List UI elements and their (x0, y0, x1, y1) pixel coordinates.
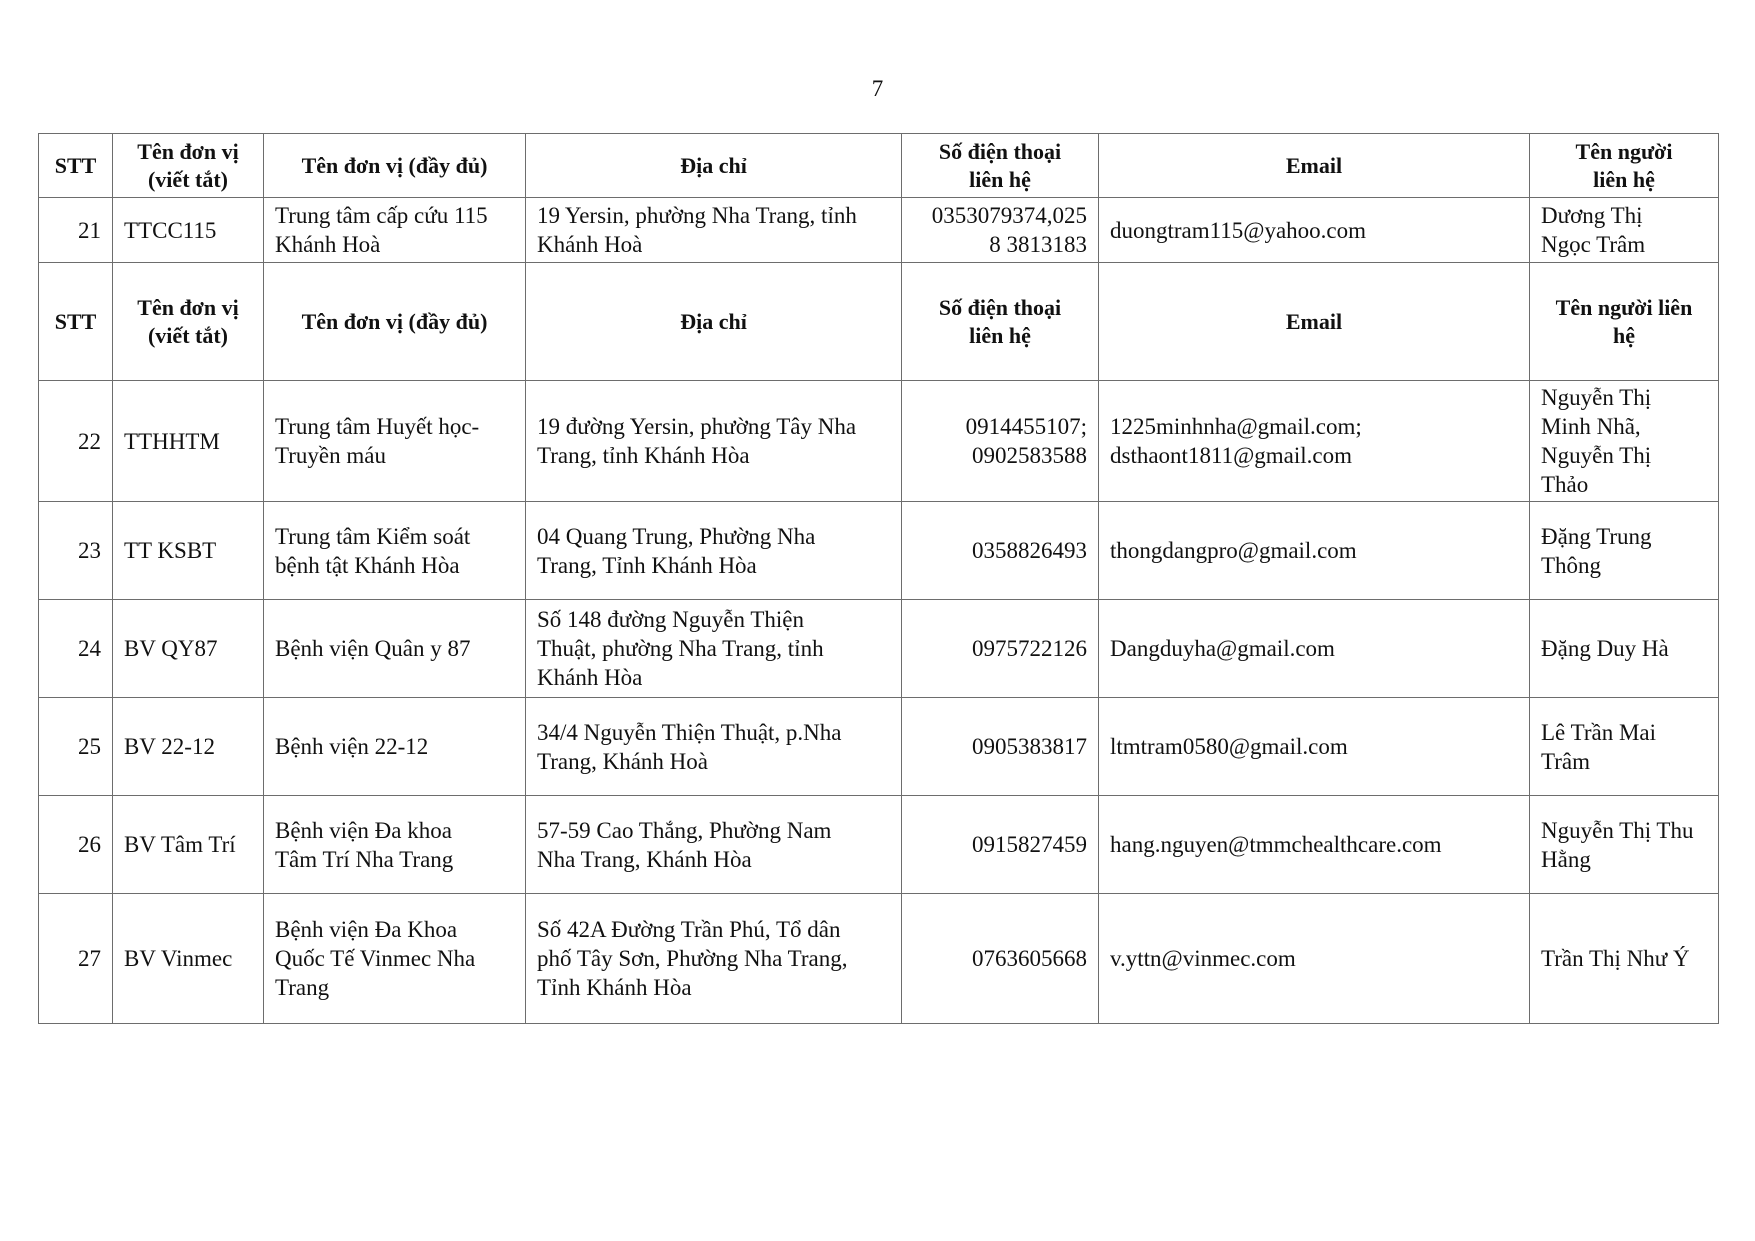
cell-contact (1530, 502, 1719, 600)
cell-phone-line: 0763605668 (972, 946, 1087, 971)
cell-phone (902, 381, 1099, 502)
cell-full-name-line: Trung tâm Kiểm soát (275, 523, 471, 549)
cell-email-line: v.yttn@vinmec.com (1110, 946, 1296, 971)
cell-address-line: Số 42A Đường Trần Phú, Tổ dân (537, 917, 841, 942)
cell-address (526, 198, 902, 263)
cell-phone-line: 0358826493 (972, 538, 1087, 563)
table-row (39, 502, 1719, 600)
cell-email-line: 1225minhnha@gmail.com; (1110, 414, 1362, 439)
cell-phone-line: 0914455107; (965, 414, 1087, 439)
header-row (39, 134, 1719, 198)
cell-email-line: thongdangpro@gmail.com (1110, 538, 1357, 563)
cell-address (526, 502, 902, 600)
cell-contact-line: Nguyễn Thị (1541, 385, 1652, 410)
cell-address-line: Trang, Khánh Hoà (537, 748, 708, 774)
table-row (39, 381, 1719, 502)
cell-full-name (264, 381, 526, 502)
cell-contact-line: Hằng (1541, 846, 1591, 872)
cell-phone-line: 0902583588 (972, 443, 1087, 468)
header-stt: STT (39, 134, 113, 198)
cell-full-name-line: bệnh tật Khánh Hòa (275, 552, 460, 578)
cell-address-line: Khánh Hòa (537, 665, 643, 690)
cell-full-name-line: Trung tâm cấp cứu 115 (275, 203, 488, 228)
cell-contact-line: Nguyễn Thị (1541, 443, 1652, 468)
cell-phone (902, 198, 1099, 263)
cell-email-line: Dangduyha@gmail.com (1110, 636, 1335, 661)
cell-stt: 23 (39, 502, 113, 600)
cell-address-line: Thuật, phường Nha Trang, tỉnh (537, 636, 824, 661)
cell-email-line: duongtram115@yahoo.com (1110, 217, 1367, 243)
cell-phone (902, 600, 1099, 698)
header-email: Email (1099, 263, 1530, 381)
cell-address (526, 796, 902, 894)
page-number: 7 (871, 76, 884, 101)
cell-stt: 26 (39, 796, 113, 894)
cell-full-name-line: Trang (275, 975, 330, 1000)
cell-address-line: Nha Trang, Khánh Hòa (537, 846, 752, 872)
table-row (39, 894, 1719, 1024)
cell-phone-line: 0975722126 (972, 636, 1087, 661)
cell-contact (1530, 600, 1719, 698)
cell-email (1099, 381, 1530, 502)
cell-full-name-line: Bệnh viện Đa khoa (275, 817, 452, 843)
cell-short-name: BV 22-12 (113, 698, 264, 796)
cell-phone (902, 796, 1099, 894)
header-phone: Số điện thoại liên hệ (902, 134, 1099, 198)
header-contact: Tên người liên hệ (1530, 263, 1719, 381)
cell-stt: 21 (39, 198, 113, 263)
cell-contact-line: Thông (1541, 552, 1602, 578)
cell-full-name (264, 698, 526, 796)
cell-short-name: TT KSBT (113, 502, 264, 600)
cell-address-line: 19 đường Yersin, phường Tây Nha (537, 414, 857, 439)
cell-email (1099, 894, 1530, 1024)
cell-address-line: Tỉnh Khánh Hòa (537, 975, 692, 1000)
cell-full-name-line: Trung tâm Huyết học- (275, 414, 480, 439)
cell-address-line: Trang, tỉnh Khánh Hòa (537, 443, 750, 468)
cell-email (1099, 600, 1530, 698)
cell-full-name-line: Bệnh viện 22-12 (275, 734, 429, 759)
cell-contact-line: Thảo (1541, 472, 1589, 497)
cell-short-name: TTCC115 (113, 198, 264, 263)
cell-contact (1530, 796, 1719, 894)
cell-address-line: 34/4 Nguyễn Thiện Thuật, p.Nha (537, 719, 842, 745)
header-short-name: Tên đơn vị (viết tắt) (113, 134, 264, 198)
cell-stt: 22 (39, 381, 113, 502)
cell-contact-line: Trần Thị Như Ý (1541, 946, 1690, 971)
cell-full-name-line: Quốc Tế Vinmec Nha (275, 946, 476, 971)
cell-full-name (264, 894, 526, 1024)
cell-full-name-line: Truyền máu (275, 443, 386, 468)
cell-contact-line: Nguyễn Thị Thu (1541, 817, 1694, 843)
cell-stt: 27 (39, 894, 113, 1024)
header-address: Địa chỉ (526, 263, 902, 381)
header-full-name: Tên đơn vị (đầy đủ) (264, 263, 526, 381)
cell-short-name: BV Tâm Trí (113, 796, 264, 894)
cell-short-name: BV QY87 (113, 600, 264, 698)
cell-address (526, 894, 902, 1024)
cell-address-line: 57-59 Cao Thắng, Phường Nam (537, 817, 832, 843)
cell-email-line: hang.nguyen@tmmchealthcare.com (1110, 832, 1442, 857)
cell-contact-line: Đặng Trung (1541, 523, 1652, 549)
cell-stt: 24 (39, 600, 113, 698)
cell-contact-line: Trâm (1541, 748, 1590, 774)
cell-full-name-line: Bệnh viện Quân y 87 (275, 636, 471, 661)
cell-contact-line: Minh Nhã, (1541, 414, 1641, 439)
cell-contact-line: Ngọc Trâm (1541, 232, 1646, 257)
cell-address (526, 600, 902, 698)
cell-contact (1530, 698, 1719, 796)
cell-address-line: 19 Yersin, phường Nha Trang, tỉnh (537, 203, 857, 228)
cell-contact (1530, 894, 1719, 1024)
cell-phone-line: 0905383817 (972, 734, 1087, 759)
table-row (39, 600, 1719, 698)
cell-address (526, 381, 902, 502)
cell-short-name: BV Vinmec (113, 894, 264, 1024)
cell-phone (902, 502, 1099, 600)
header-short-name: Tên đơn vị (viết tắt) (113, 263, 264, 381)
cell-address-line: Số 148 đường Nguyễn Thiện (537, 607, 804, 632)
cell-contact-line: Dương Thị (1541, 203, 1643, 228)
header-full-name: Tên đơn vị (đầy đủ) (264, 134, 526, 198)
cell-short-name: TTHHTM (113, 381, 264, 502)
table-row (39, 796, 1719, 894)
cell-contact (1530, 381, 1719, 502)
cell-phone-line: 0353079374,025 (931, 203, 1087, 228)
cell-full-name (264, 198, 526, 263)
cell-phone-line: 0915827459 (972, 832, 1087, 857)
cell-full-name-line: Tâm Trí Nha Trang (275, 846, 454, 872)
cell-address (526, 698, 902, 796)
cell-stt: 25 (39, 698, 113, 796)
cell-phone (902, 894, 1099, 1024)
header-address: Địa chỉ (526, 134, 902, 198)
cell-contact (1530, 198, 1719, 263)
cell-address-line: phố Tây Sơn, Phường Nha Trang, (537, 946, 848, 971)
cell-address-line: Trang, Tỉnh Khánh Hòa (537, 552, 757, 578)
cell-email-line: ltmtram0580@gmail.com (1110, 734, 1348, 759)
header-stt: STT (39, 263, 113, 381)
cell-phone (902, 698, 1099, 796)
cell-email (1099, 698, 1530, 796)
header-phone: Số điện thoại liên hệ (902, 263, 1099, 381)
cell-full-name (264, 796, 526, 894)
header-contact: Tên người liên hệ (1530, 134, 1719, 198)
header-email: Email (1099, 134, 1530, 198)
cell-email (1099, 502, 1530, 600)
cell-full-name (264, 502, 526, 600)
cell-contact-line: Lê Trần Mai (1541, 719, 1656, 745)
contact-table (38, 133, 1719, 1024)
table-row (39, 198, 1719, 263)
cell-email (1099, 198, 1530, 263)
cell-phone-line: 8 3813183 (989, 232, 1087, 257)
cell-full-name-line: Bệnh viện Đa Khoa (275, 917, 458, 942)
cell-full-name-line: Khánh Hoà (275, 232, 381, 257)
cell-email-line: dsthaont1811@gmail.com (1110, 443, 1352, 468)
cell-contact-line: Đặng Duy Hà (1541, 636, 1669, 661)
cell-email (1099, 796, 1530, 894)
header-row-repeat (39, 263, 1719, 381)
table-row (39, 698, 1719, 796)
cell-full-name (264, 600, 526, 698)
cell-address-line: Khánh Hoà (537, 232, 643, 257)
cell-address-line: 04 Quang Trung, Phường Nha (537, 523, 816, 549)
